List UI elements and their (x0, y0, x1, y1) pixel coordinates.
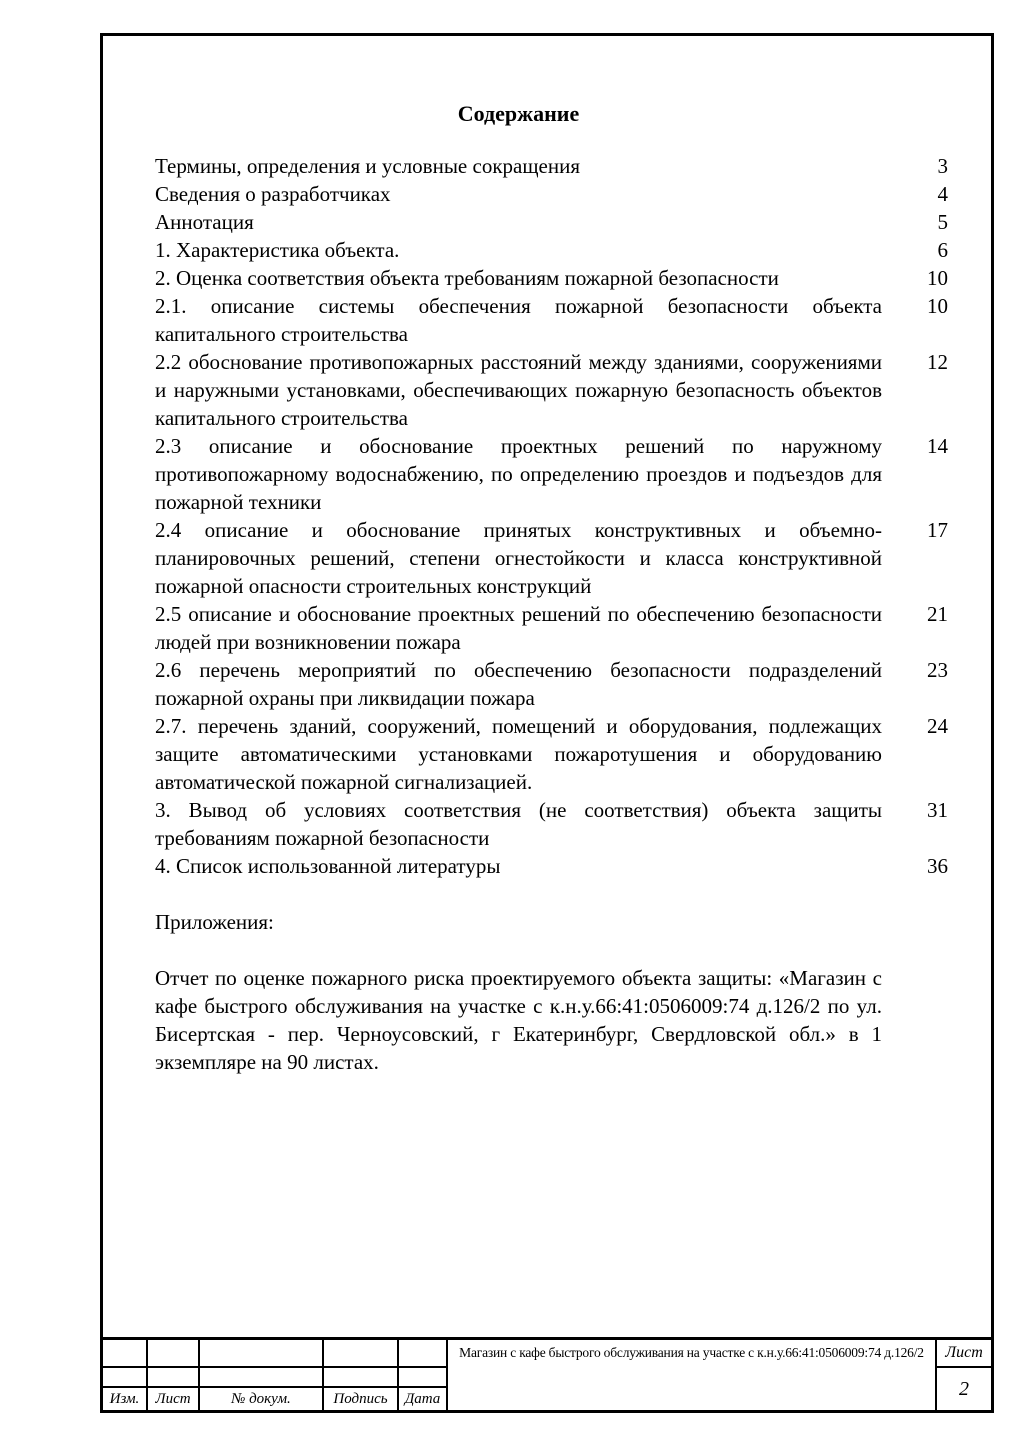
toc-entry-page: 10 (927, 266, 948, 290)
titleblock-empty-cell (200, 1368, 322, 1386)
toc-entry-page: 4 (937, 182, 948, 206)
toc-entry-page: 31 (927, 798, 948, 822)
toc-entry-text: Сведения о разработчиках (155, 182, 391, 206)
toc-entry (155, 516, 948, 600)
toc-entry (155, 796, 948, 852)
toc-entry-text: 2.5 описание и обоснование проектных решений по обеспечению безопасности людей при возникновении пожара (155, 602, 882, 654)
titleblock-empty-cell (399, 1368, 446, 1386)
toc-entry-page: 12 (927, 350, 948, 374)
toc-entry (155, 236, 948, 264)
titleblock-label-cell: № докум. (200, 1388, 322, 1410)
titleblock-sheet-number: 2 (937, 1368, 991, 1410)
titleblock-empty-cell (148, 1368, 198, 1386)
toc-entry-text: 1. Характеристика объекта. (155, 238, 400, 262)
titleblock-empty-cell (200, 1340, 322, 1366)
toc-entry-page: 23 (927, 658, 948, 682)
toc-entry (155, 264, 948, 292)
appendix-paragraph: Отчет по оценке пожарного риска проектируемого объекта защиты: «Магазин с кафе быстрого обслуживания на участке с к.н.у.66:41:0506009:74 д.126/2 по ул. Бисертская - пер. Черноусовский, г Екатеринбург, Свердловской обл.» в 1 экземпляре на 90 листах. (155, 966, 882, 1074)
toc-entry (155, 180, 948, 208)
toc-entry (155, 600, 948, 656)
toc-entry-text: 2.1. описание системы обеспечения пожарной безопасности объекта капитального строительства (155, 294, 882, 346)
titleblock-label-cell: Дата (399, 1388, 446, 1410)
toc-entry-text: 4. Список использованной литературы (155, 854, 501, 878)
toc-entry-page: 5 (937, 210, 948, 234)
toc-entry-text: 2. Оценка соответствия объекта требованиям пожарной безопасности (155, 266, 779, 290)
toc-entry-page: 10 (927, 294, 948, 318)
toc-entry-page: 21 (927, 602, 948, 626)
page-title: Содержание (457, 101, 580, 126)
titleblock-empty-cell (399, 1340, 446, 1366)
toc-entry (155, 208, 948, 236)
titleblock-sheet-label: Лист (937, 1340, 991, 1366)
titleblock-label-cell: Изм. (103, 1388, 146, 1410)
toc-entry (155, 348, 948, 432)
title-block (100, 1337, 994, 1413)
titleblock-empty-cell (103, 1340, 146, 1366)
toc-entry-text: 2.3 описание и обоснование проектных решений по наружному противопожарному водоснабжению, по определению проездов и подъездов для пожарной техники (155, 434, 882, 514)
titleblock-empty-cell (324, 1340, 397, 1366)
toc-entry (155, 432, 948, 516)
toc-entry-page: 36 (927, 854, 948, 878)
toc-entry-text: Термины, определения и условные сокращения (155, 154, 580, 178)
toc-entry-page: 17 (927, 518, 948, 542)
toc-entry-text: 2.7. перечень зданий, сооружений, помещений и оборудования, подлежащих защите автоматическими установками пожаротушения и оборудованию автоматической пожарной сигнализацией. (155, 714, 882, 794)
titleblock-empty-cell (103, 1368, 146, 1386)
titleblock-empty-cell (324, 1368, 397, 1386)
toc-entry (155, 852, 948, 880)
toc-entry-page: 6 (937, 238, 948, 262)
toc-entry (155, 656, 948, 712)
toc-entry (155, 152, 948, 180)
toc-entry-text: 2.4 описание и обоснование принятых конструктивных и объемно-планировочных решений, степени огнестойкости и класса конструктивной пожарной опасности строительных конструкций (155, 518, 882, 598)
appendix-heading: Приложения: (155, 910, 274, 934)
toc-content (103, 36, 991, 1076)
page-frame (100, 33, 994, 1413)
titleblock-label-cell: Подпись (324, 1388, 397, 1410)
toc-entry-text: 2.6 перечень мероприятий по обеспечению безопасности подразделений пожарной охраны при ликвидации пожара (155, 658, 882, 710)
titleblock-label-cell: Лист (148, 1388, 198, 1410)
titleblock-empty-cell (148, 1340, 198, 1366)
toc-entry-text: Аннотация (155, 210, 254, 234)
toc-entry-page: 14 (927, 434, 948, 458)
toc-entry-page: 24 (927, 714, 948, 738)
toc-entry (155, 292, 948, 348)
titleblock-doc-title: Магазин с кафе быстрого обслуживания на участке с к.н.у.66:41:0506009:74 д.126/2 (448, 1340, 935, 1410)
toc-entry (155, 712, 948, 796)
toc-entry-page: 3 (937, 154, 948, 178)
toc-list (155, 152, 948, 880)
toc-entry-text: 2.2 обоснование противопожарных расстояний между зданиями, сооружениями и наружными установками, обеспечивающих пожарную безопасность объектов капитального строительства (155, 350, 882, 430)
toc-entry-text: 3. Вывод об условиях соответствия (не соответствия) объекта защиты требованиям пожарной безопасности (155, 798, 882, 850)
